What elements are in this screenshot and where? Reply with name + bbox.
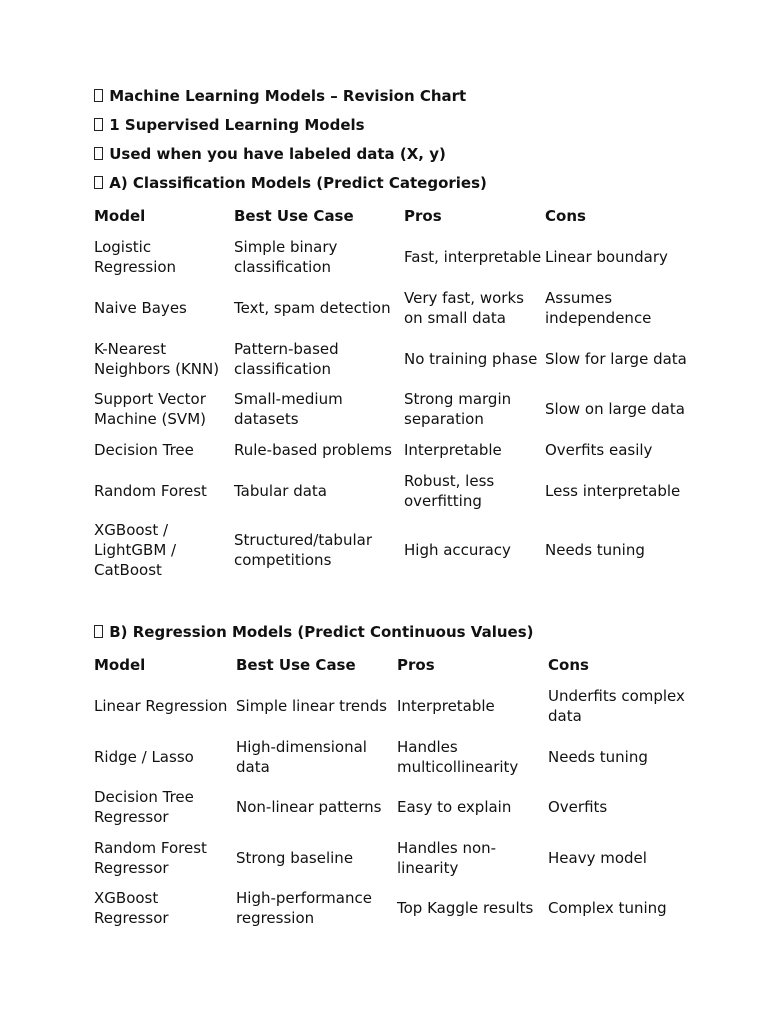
table-row (94, 384, 694, 434)
cell-use-case: Strong baseline (236, 848, 354, 867)
cell-cons: Less interpretable (545, 481, 681, 500)
column-header-cons: Cons (545, 207, 586, 225)
column-header-use-case: Best Use Case (234, 207, 354, 225)
cell-model: K-Nearest Neighbors (KNN) (94, 339, 220, 378)
column-header-cons: Cons (548, 656, 589, 674)
labeled-data-note (94, 144, 694, 173)
table-row (94, 883, 694, 933)
missing-glyph-icon (94, 118, 103, 131)
cell-model: Decision Tree Regressor (94, 788, 194, 826)
cell-model: Random Forest (94, 481, 207, 500)
section-heading-supervised (94, 115, 694, 144)
cell-use-case: Text, spam detection (234, 298, 391, 317)
table-header-row (94, 650, 694, 680)
cell-cons: Overfits easily (545, 440, 653, 459)
cell-cons: Needs tuning (548, 747, 648, 766)
cell-pros: Easy to explain (397, 798, 512, 816)
classification-heading-text: A) Classification Models (Predict Categories) (109, 174, 487, 192)
column-header-use-case: Best Use Case (236, 656, 356, 674)
cell-model: Random Forest Regressor (94, 838, 207, 877)
table-row (94, 434, 694, 465)
document-title-text: Machine Learning Models – Revision Chart (109, 87, 467, 105)
regression-heading (94, 622, 694, 642)
regression-table (94, 650, 694, 933)
cell-cons: Slow for large data (545, 349, 687, 368)
cell-model: Ridge / Lasso (94, 747, 194, 766)
cell-model: XGBoost Regressor (94, 889, 169, 927)
cell-pros: Robust, less overfitting (404, 471, 495, 510)
document-title (94, 86, 694, 115)
cell-model: Logistic Regression (94, 237, 177, 276)
missing-glyph-icon (94, 89, 103, 102)
labeled-data-note-text: Used when you have labeled data (X, y) (109, 145, 446, 163)
cell-use-case: Tabular data (234, 481, 327, 500)
cell-cons: Heavy model (548, 848, 647, 867)
cell-pros: Handles non-linearity (397, 838, 497, 877)
cell-use-case: Structured/tabular competitions (234, 531, 372, 569)
cell-cons: Overfits (548, 798, 608, 816)
cell-pros: Very fast, works on small data (404, 288, 524, 327)
table-row (94, 516, 694, 584)
cell-pros: High accuracy (404, 541, 511, 559)
classification-table (94, 201, 694, 584)
cell-cons: Complex tuning (548, 899, 667, 917)
cell-pros: Interpretable (404, 440, 502, 459)
missing-glyph-icon (94, 625, 103, 638)
cell-cons: Slow on large data (545, 400, 685, 418)
cell-use-case: High-dimensional data (236, 737, 367, 776)
table-row (94, 782, 694, 832)
cell-cons: Needs tuning (545, 541, 645, 559)
cell-pros: Interpretable (397, 696, 495, 715)
cell-use-case: Non-linear patterns (236, 798, 382, 816)
cell-pros: Handles multicollinearity (397, 737, 519, 776)
column-header-pros: Pros (404, 207, 442, 225)
cell-pros: No training phase (404, 349, 538, 368)
cell-model: XGBoost / LightGBM / CatBoost (94, 521, 177, 579)
cell-cons: Linear boundary (545, 247, 668, 266)
column-header-model: Model (94, 207, 146, 225)
table-row (94, 465, 694, 516)
classification-table-body (94, 231, 694, 584)
cell-use-case: Small-medium datasets (234, 390, 343, 428)
missing-glyph-icon (94, 176, 103, 189)
cell-use-case: Simple linear trends (236, 696, 387, 715)
column-header-pros: Pros (397, 656, 435, 674)
regression-table-body (94, 680, 694, 933)
cell-model: Linear Regression (94, 696, 228, 715)
table-row (94, 282, 694, 333)
missing-glyph-icon (94, 147, 103, 160)
classification-heading (94, 173, 694, 193)
cell-cons: Underfits complex data (548, 686, 685, 725)
cell-use-case: Pattern-based classification (234, 339, 339, 378)
table-row (94, 731, 694, 782)
cell-model: Decision Tree (94, 440, 194, 459)
regression-heading-text: B) Regression Models (Predict Continuous Values) (109, 623, 534, 641)
table-row (94, 680, 694, 731)
table-row (94, 832, 694, 883)
cell-cons: Assumes independence (545, 288, 652, 327)
cell-use-case: High-performance regression (236, 889, 372, 927)
document-page (94, 86, 694, 933)
table-row (94, 231, 694, 282)
cell-model: Support Vector Machine (SVM) (94, 390, 206, 428)
table-row (94, 333, 694, 384)
cell-use-case: Simple binary classification (234, 237, 338, 276)
cell-pros: Top Kaggle results (397, 899, 534, 917)
cell-model: Naive Bayes (94, 298, 187, 317)
table-header-row (94, 201, 694, 231)
cell-use-case: Rule-based problems (234, 440, 392, 459)
section-heading-supervised-text: 1⁠ Supervised Learning Models (109, 116, 365, 134)
cell-pros: Strong margin separation (404, 390, 512, 428)
column-header-model: Model (94, 656, 146, 674)
cell-pros: Fast, interpretable (404, 247, 542, 266)
